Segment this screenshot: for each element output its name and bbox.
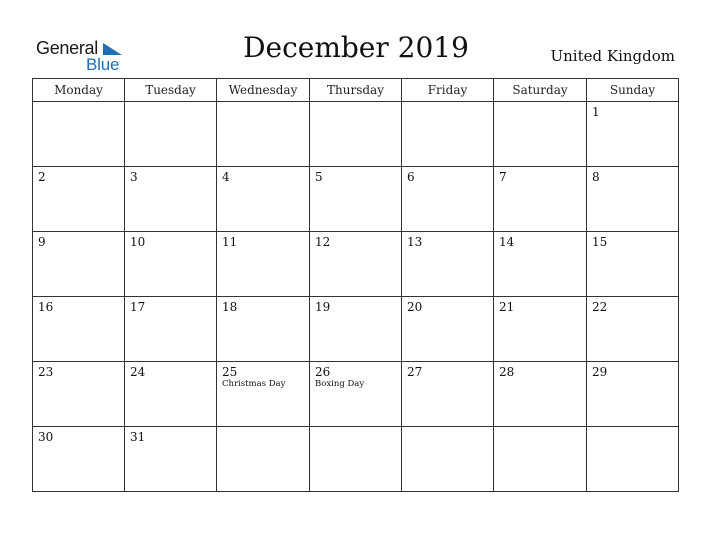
day-cell — [587, 427, 679, 492]
day-cell — [494, 232, 587, 297]
day-cell — [494, 427, 587, 492]
day-cell — [217, 232, 310, 297]
day-number: 27 — [407, 365, 423, 379]
day-number: 24 — [130, 365, 146, 379]
day-cell — [217, 167, 310, 232]
day-cell — [310, 102, 402, 167]
day-cell — [217, 102, 310, 167]
day-number: 13 — [407, 235, 423, 249]
day-cell — [587, 362, 679, 427]
day-cell — [33, 167, 125, 232]
day-cell — [494, 362, 587, 427]
weekday-header-saturday: Saturday — [494, 79, 587, 102]
day-cell — [402, 232, 494, 297]
day-cell — [310, 232, 402, 297]
day-cell — [494, 297, 587, 362]
holiday-label: Christmas Day — [222, 379, 286, 389]
week-row — [33, 427, 679, 492]
weekday-header-thursday: Thursday — [310, 79, 402, 102]
day-number: 4 — [222, 170, 230, 184]
holiday-label: Boxing Day — [315, 379, 365, 389]
day-number: 2 — [38, 170, 46, 184]
country-label: United Kingdom — [550, 47, 675, 65]
day-number: 23 — [38, 365, 54, 379]
calendar-grid — [32, 78, 679, 492]
day-number: 1 — [592, 105, 600, 119]
day-cell — [587, 167, 679, 232]
week-row — [33, 167, 679, 232]
day-cell — [33, 232, 125, 297]
day-number: 29 — [592, 365, 608, 379]
day-number: 10 — [130, 235, 146, 249]
week-row — [33, 362, 679, 427]
day-cell — [494, 167, 587, 232]
day-number: 11 — [222, 235, 238, 249]
day-number: 3 — [130, 170, 138, 184]
day-cell — [310, 362, 402, 427]
calendar-body — [33, 102, 679, 492]
day-cell — [125, 427, 217, 492]
day-number: 12 — [315, 235, 331, 249]
week-row — [33, 297, 679, 362]
day-cell — [217, 427, 310, 492]
day-number: 9 — [38, 235, 46, 249]
day-number: 22 — [592, 300, 608, 314]
day-number: 28 — [499, 365, 515, 379]
day-cell — [125, 362, 217, 427]
day-cell — [33, 102, 125, 167]
day-cell — [587, 102, 679, 167]
day-cell — [125, 297, 217, 362]
day-cell — [402, 297, 494, 362]
day-cell — [310, 167, 402, 232]
day-cell — [402, 167, 494, 232]
weekday-header-wednesday: Wednesday — [217, 79, 310, 102]
day-cell — [402, 427, 494, 492]
day-cell — [402, 102, 494, 167]
day-cell — [125, 167, 217, 232]
day-number: 30 — [38, 430, 54, 444]
day-number: 6 — [407, 170, 415, 184]
day-number: 25 — [222, 365, 238, 379]
day-number: 15 — [592, 235, 608, 249]
week-row — [33, 232, 679, 297]
day-cell — [217, 362, 310, 427]
brand-name-blue: Blue — [86, 55, 120, 74]
weekday-header-tuesday: Tuesday — [125, 79, 217, 102]
day-number: 31 — [130, 430, 146, 444]
day-number: 14 — [499, 235, 515, 249]
day-cell — [494, 102, 587, 167]
day-cell — [125, 102, 217, 167]
day-number: 5 — [315, 170, 323, 184]
day-cell — [33, 297, 125, 362]
brand-name-general: General — [36, 38, 98, 58]
day-cell — [402, 362, 494, 427]
week-row — [33, 102, 679, 167]
day-cell — [33, 427, 125, 492]
weekday-header-row — [33, 79, 679, 102]
weekday-header-friday: Friday — [402, 79, 494, 102]
day-number: 16 — [38, 300, 54, 314]
day-number: 20 — [407, 300, 423, 314]
day-number: 21 — [499, 300, 515, 314]
day-cell — [587, 297, 679, 362]
day-cell — [33, 362, 125, 427]
day-number: 26 — [315, 365, 331, 379]
day-cell — [587, 232, 679, 297]
day-number: 7 — [499, 170, 507, 184]
day-number: 8 — [592, 170, 600, 184]
day-cell — [217, 297, 310, 362]
weekday-header-monday: Monday — [33, 79, 125, 102]
day-cell — [310, 297, 402, 362]
weekday-header-sunday: Sunday — [587, 79, 679, 102]
page-title: December 2019 — [243, 31, 469, 64]
day-number: 19 — [315, 300, 331, 314]
day-cell — [310, 427, 402, 492]
day-number: 17 — [130, 300, 146, 314]
day-cell — [125, 232, 217, 297]
day-number: 18 — [222, 300, 238, 314]
